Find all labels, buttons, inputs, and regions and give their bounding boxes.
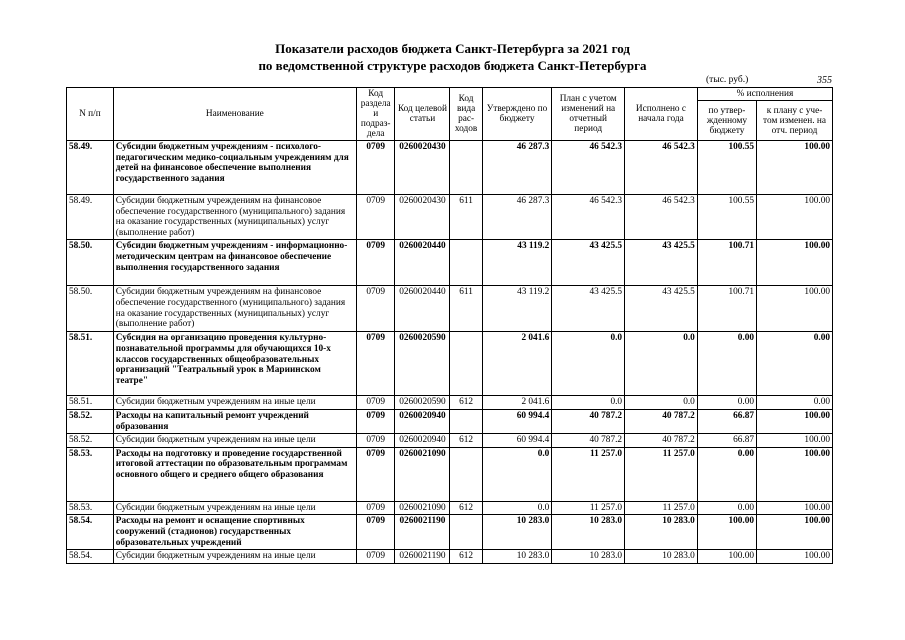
cell-pct-approved: 0.00 <box>697 396 756 410</box>
cell-name: Субсидии бюджетным учреждениям - психолого-педагогическим медико-социальным учреждениям для детей на финансовое обеспечение выполнения государственного задания <box>113 141 356 195</box>
cell-pct-plan: 100.00 <box>757 434 833 448</box>
cell-pct-plan: 100.00 <box>757 409 833 433</box>
cell-name: Субсидии бюджетным учреждениям на финансовое обеспечение государственного (муниципального) задания на оказание государственных (муниципальных) услуг (выполнение работ) <box>113 195 356 240</box>
cell-pct-plan: 100.00 <box>757 141 833 195</box>
table-row <box>67 332 833 396</box>
cell-statya: 0260020590 <box>395 396 450 410</box>
cell-pct-approved: 100.55 <box>697 195 756 240</box>
cell-pct-plan: 100.00 <box>757 240 833 286</box>
table-row <box>67 396 833 410</box>
cell-pct-approved: 100.55 <box>697 141 756 195</box>
cell-pct-plan: 100.00 <box>757 515 833 550</box>
cell-vid: 611 <box>450 286 482 332</box>
cell-pct-plan: 100.00 <box>757 447 833 501</box>
cell-razdel: 0709 <box>356 396 394 410</box>
units-label: (тыс. руб.) <box>706 75 749 85</box>
cell-approved: 43 119.2 <box>482 286 552 332</box>
cell-num: 58.51. <box>67 396 114 410</box>
cell-vid <box>450 141 482 195</box>
cell-approved: 0.0 <box>482 501 552 515</box>
cell-pct-approved: 100.71 <box>697 286 756 332</box>
cell-statya: 0260020440 <box>395 286 450 332</box>
cell-executed: 10 283.0 <box>625 550 698 564</box>
cell-razdel: 0709 <box>356 550 394 564</box>
cell-vid: 612 <box>450 396 482 410</box>
table-row <box>67 195 833 240</box>
cell-statya: 0260021190 <box>395 515 450 550</box>
cell-approved: 46 287.3 <box>482 141 552 195</box>
cell-num: 58.52. <box>67 409 114 433</box>
cell-vid <box>450 409 482 433</box>
cell-pct-approved: 0.00 <box>697 332 756 396</box>
cell-plan: 46 542.3 <box>552 141 625 195</box>
cell-statya: 0260021090 <box>395 447 450 501</box>
header-pct-approved: по утвер- жденному бюджету <box>697 101 756 141</box>
cell-num: 58.51. <box>67 332 114 396</box>
cell-num: 58.54. <box>67 515 114 550</box>
cell-num: 58.53. <box>67 447 114 501</box>
cell-name: Субсидии бюджетным учреждениям на иные цели <box>113 396 356 410</box>
cell-executed: 43 425.5 <box>625 240 698 286</box>
cell-statya: 0260020590 <box>395 332 450 396</box>
cell-approved: 2 041.6 <box>482 396 552 410</box>
cell-plan: 40 787.2 <box>552 434 625 448</box>
cell-executed: 43 425.5 <box>625 286 698 332</box>
cell-num: 58.53. <box>67 501 114 515</box>
table-row <box>67 240 833 286</box>
cell-executed: 0.0 <box>625 396 698 410</box>
table-row <box>67 286 833 332</box>
cell-razdel: 0709 <box>356 434 394 448</box>
cell-vid <box>450 515 482 550</box>
cell-plan: 10 283.0 <box>552 550 625 564</box>
cell-approved: 2 041.6 <box>482 332 552 396</box>
cell-razdel: 0709 <box>356 286 394 332</box>
cell-name: Расходы на ремонт и оснащение спортивных сооружений (стадионов) государственных образовательных учреждений <box>113 515 356 550</box>
table-row <box>67 409 833 433</box>
cell-num: 58.49. <box>67 195 114 240</box>
cell-executed: 46 542.3 <box>625 141 698 195</box>
cell-approved: 46 287.3 <box>482 195 552 240</box>
header-pct: % исполнения <box>697 88 832 101</box>
cell-approved: 60 994.4 <box>482 434 552 448</box>
header-pct-plan: к плану с уче- том изменен. на отч. период <box>757 101 833 141</box>
cell-razdel: 0709 <box>356 141 394 195</box>
cell-name: Субсидии бюджетным учреждениям на иные цели <box>113 501 356 515</box>
cell-executed: 10 283.0 <box>625 515 698 550</box>
page-number: 355 <box>817 75 832 86</box>
cell-pct-approved: 66.87 <box>697 409 756 433</box>
cell-vid: 612 <box>450 550 482 564</box>
cell-name: Субсидии бюджетным учреждениям на иные цели <box>113 550 356 564</box>
cell-pct-approved: 66.87 <box>697 434 756 448</box>
expenditure-table <box>66 87 833 564</box>
cell-razdel: 0709 <box>356 501 394 515</box>
cell-num: 58.50. <box>67 240 114 286</box>
cell-name: Субсидия на организацию проведения культурно-познавательной программы для обучающихся 10-х классов государственных общеобразовательных организаций "Театральный урок в Мариинском театре" <box>113 332 356 396</box>
cell-pct-plan: 0.00 <box>757 332 833 396</box>
cell-razdel: 0709 <box>356 332 394 396</box>
cell-name: Субсидии бюджетным учреждениям на иные цели <box>113 434 356 448</box>
cell-plan: 11 257.0 <box>552 447 625 501</box>
cell-pct-approved: 100.00 <box>697 515 756 550</box>
cell-approved: 43 119.2 <box>482 240 552 286</box>
cell-pct-plan: 0.00 <box>757 396 833 410</box>
header-approved: Утверждено по бюджету <box>482 88 552 141</box>
cell-statya: 0260020430 <box>395 195 450 240</box>
cell-pct-plan: 100.00 <box>757 501 833 515</box>
cell-num: 58.54. <box>67 550 114 564</box>
cell-executed: 11 257.0 <box>625 447 698 501</box>
cell-statya: 0260020940 <box>395 409 450 433</box>
cell-plan: 0.0 <box>552 332 625 396</box>
cell-vid: 612 <box>450 501 482 515</box>
cell-pct-plan: 100.00 <box>757 195 833 240</box>
header-name: Наименование <box>113 88 356 141</box>
cell-executed: 40 787.2 <box>625 409 698 433</box>
cell-executed: 0.0 <box>625 332 698 396</box>
cell-pct-approved: 0.00 <box>697 501 756 515</box>
document-title-line-2: по ведомственной структуре расходов бюджета Санкт-Петербурга <box>258 58 647 73</box>
cell-plan: 11 257.0 <box>552 501 625 515</box>
cell-statya: 0260021090 <box>395 501 450 515</box>
cell-pct-approved: 0.00 <box>697 447 756 501</box>
cell-executed: 46 542.3 <box>625 195 698 240</box>
cell-vid: 611 <box>450 195 482 240</box>
cell-statya: 0260021190 <box>395 550 450 564</box>
cell-num: 58.52. <box>67 434 114 448</box>
cell-name: Расходы на подготовку и проведение государственной итоговой аттестации по образовательным программам основного общего и среднего общего образования <box>113 447 356 501</box>
header-plan: План с учетом изменений на отчетный период <box>552 88 625 141</box>
document-title-line-1: Показатели расходов бюджета Санкт-Петербурга за 2021 год <box>275 41 630 56</box>
cell-vid <box>450 447 482 501</box>
table-row <box>67 434 833 448</box>
header-num: N п/п <box>67 88 114 141</box>
cell-vid <box>450 240 482 286</box>
cell-approved: 0.0 <box>482 447 552 501</box>
table-row <box>67 550 833 564</box>
cell-approved: 10 283.0 <box>482 515 552 550</box>
cell-statya: 0260020430 <box>395 141 450 195</box>
cell-plan: 46 542.3 <box>552 195 625 240</box>
header-executed: Исполнено с начала года <box>625 88 698 141</box>
header-statya: Код целевой статьи <box>395 88 450 141</box>
cell-plan: 40 787.2 <box>552 409 625 433</box>
cell-vid <box>450 332 482 396</box>
cell-approved: 60 994.4 <box>482 409 552 433</box>
cell-pct-approved: 100.71 <box>697 240 756 286</box>
cell-razdel: 0709 <box>356 409 394 433</box>
cell-statya: 0260020940 <box>395 434 450 448</box>
cell-statya: 0260020440 <box>395 240 450 286</box>
cell-approved: 10 283.0 <box>482 550 552 564</box>
cell-name: Субсидии бюджетным учреждениям на финансовое обеспечение государственного (муниципального) задания на оказание государственных (муниципальных) услуг (выполнение работ) <box>113 286 356 332</box>
cell-razdel: 0709 <box>356 240 394 286</box>
cell-name: Субсидии бюджетным учреждениям - информационно-методическим центрам на финансовое обеспечение выполнения государственного задания <box>113 240 356 286</box>
cell-plan: 0.0 <box>552 396 625 410</box>
cell-pct-plan: 100.00 <box>757 286 833 332</box>
cell-plan: 43 425.5 <box>552 240 625 286</box>
table-row <box>67 501 833 515</box>
header-vid: Код вида рас- ходов <box>450 88 482 141</box>
table-body <box>67 141 833 564</box>
cell-executed: 40 787.2 <box>625 434 698 448</box>
cell-pct-plan: 100.00 <box>757 550 833 564</box>
cell-razdel: 0709 <box>356 447 394 501</box>
cell-plan: 43 425.5 <box>552 286 625 332</box>
cell-plan: 10 283.0 <box>552 515 625 550</box>
table-row <box>67 141 833 195</box>
table-row <box>67 447 833 501</box>
cell-razdel: 0709 <box>356 515 394 550</box>
cell-vid: 612 <box>450 434 482 448</box>
header-razdel: Код раздела и подраз- дела <box>356 88 394 141</box>
cell-num: 58.50. <box>67 286 114 332</box>
cell-razdel: 0709 <box>356 195 394 240</box>
cell-name: Расходы на капитальный ремонт учреждений образования <box>113 409 356 433</box>
cell-pct-approved: 100.00 <box>697 550 756 564</box>
cell-num: 58.49. <box>67 141 114 195</box>
table-row <box>67 515 833 550</box>
cell-executed: 11 257.0 <box>625 501 698 515</box>
